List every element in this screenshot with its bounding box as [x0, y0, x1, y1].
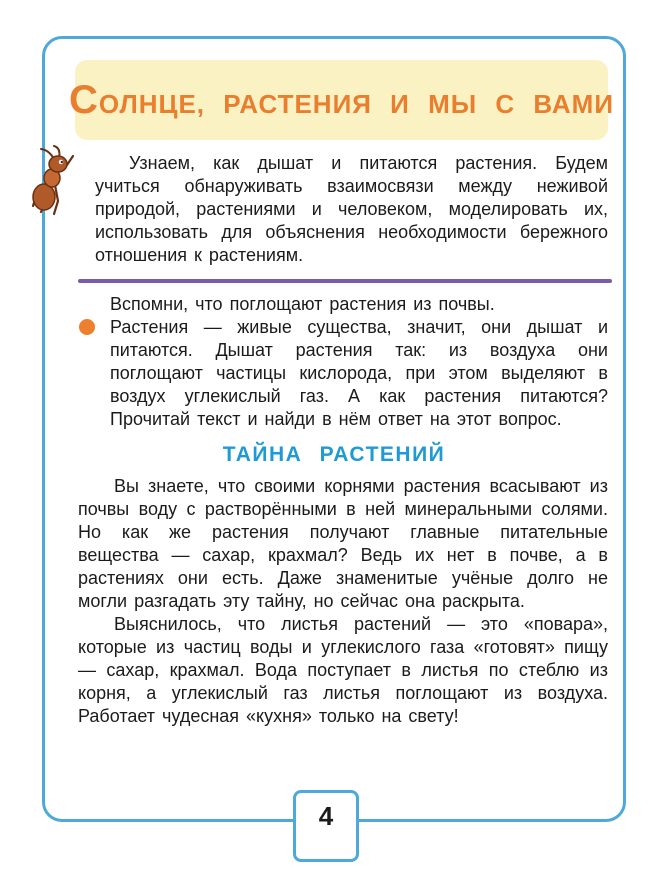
chapter-title	[69, 78, 614, 123]
page-frame	[42, 36, 626, 822]
task-bullet-icon	[79, 319, 95, 335]
section-heading: ТАЙНА РАСТЕНИЙ	[222, 443, 446, 466]
section-divider	[78, 279, 612, 283]
ant-illustration	[24, 144, 80, 218]
chapter-title-rest: ОЛНЦЕ, РАСТЕНИЯ И МЫ С ВАМИ	[98, 88, 615, 119]
chapter-title-initial: С	[68, 77, 99, 122]
ant-icon	[24, 144, 80, 218]
intro-paragraph: Узнаем, как дышат и питаются растения. Будем учиться обнаруживать взаимосвязи между неживой природой, растениями и человеком, моделировать их, использовать для объяснения необходимости бережного отношения к растениям.	[95, 153, 608, 265]
recall-task-block	[110, 293, 608, 431]
body-paragraph-1: Вы знаете, что своими корнями растения всасывают из почвы воду с растворёнными в ней минеральными солями. Но как же растения получают главные питательные вещества — сахар, крахмал? Ведь их нет в почве, а в растениях они есть. Даже знаменитые учёные долго не могли разгадать эту тайну, но сейчас она раскрыта.	[78, 476, 608, 611]
chapter-title-panel	[68, 60, 615, 140]
recall-answer: Растения — живые существа, значит, они дышат и питаются. Дышат растения так: из воздуха они поглощают частицы кислорода, при этом выделяют в воздух углекислый газ. А как растения питаются? Прочитай текст и найди в нём ответ на этот вопрос.	[110, 317, 608, 429]
body-paragraph-2: Выяснилось, что листья растений — это «повара», которые из частиц воды и углекислого газа «готовят» пищу — сахар, крахмал. Вода поступает в листья по стеблю из корня, а углекислый газ листья поглощают из воздуха. Работает чудесная «кухня» только на свету!	[78, 614, 608, 726]
page-number-box	[293, 790, 359, 862]
recall-question: Вспомни, что поглощают растения из почвы.	[110, 294, 495, 314]
page-number: 4	[318, 801, 334, 831]
